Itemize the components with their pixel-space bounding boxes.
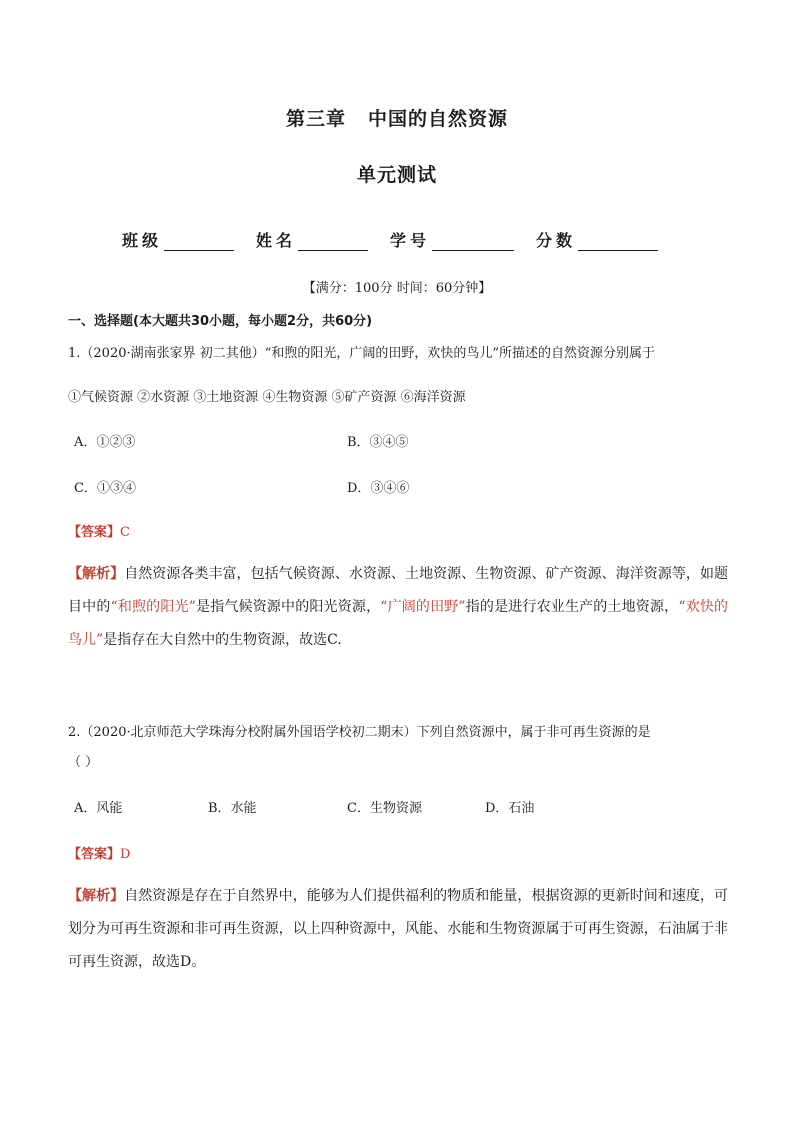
analysis-quote: “和煦的阳光”: [110, 599, 196, 615]
question-2-stem: 2.（2020·北京师范大学珠海分校附属外国语学校初二期末）下列自然资源中，属于非可再生资源的是: [68, 725, 651, 740]
chapter-number: 第三章: [285, 108, 346, 130]
question-1-answer: [68, 521, 130, 540]
class-blank[interactable]: [164, 236, 234, 251]
answer-label: 【答案】: [68, 525, 121, 540]
score-time-note: 【满分：100分 时间：60分钟】: [302, 281, 492, 296]
class-label: 班级: [122, 231, 163, 250]
answer-label: 【答案】: [68, 847, 121, 862]
analysis-quote: “广阔的田野”: [380, 599, 466, 615]
question-1-items: ①气候资源 ②水资源 ③土地资源 ④生物资源 ⑤矿产资源 ⑥海洋资源: [68, 390, 466, 405]
chapter-name: 中国的自然资源: [368, 108, 509, 130]
question-2-option-c[interactable]: C．生物资源: [347, 801, 422, 816]
question-2-option-a[interactable]: A．风能: [74, 801, 123, 816]
analysis-text: 指的是进行农业生产的土地资源，: [465, 599, 679, 615]
question-2-option-b[interactable]: B．水能: [208, 801, 257, 816]
section-heading: 一、选择题(本大题共30小题，每小题2分，共60分): [68, 314, 373, 329]
name-blank[interactable]: [298, 236, 368, 251]
question-2-answer: [68, 843, 130, 862]
answer-value: D: [120, 847, 131, 862]
analysis-label: 【解析】: [68, 888, 125, 904]
question-2-analysis: [68, 880, 728, 979]
question-1-stem: 1.（2020·湖南张家界 初二其他）“和煦的阳光，广阔的田野，欢快的鸟儿”所描述的自然资源分别属于: [68, 346, 656, 361]
analysis-quote: “欢快的鸟儿”: [68, 599, 728, 648]
name-label: 姓名: [256, 231, 297, 250]
id-label: 学号: [390, 231, 431, 250]
analysis-text: 自然资源是存在于自然界中，能够为人们提供福利的物质和能量，根据资源的更新时间和速度，可划分为可再生资源和非可再生资源，以上四种资源中，风能、水能和生物资源属于可再生资源，石油属于非可再生资源，故选D。: [68, 888, 729, 970]
question-1-option-c[interactable]: C．①③④: [74, 481, 136, 496]
analysis-text: 是指存在大自然中的生物资源，故选C.: [103, 632, 342, 648]
student-info-line: [122, 228, 680, 251]
id-blank[interactable]: [432, 236, 514, 251]
analysis-label: 【解析】: [68, 566, 125, 582]
question-1-option-d[interactable]: D．③④⑥: [347, 481, 410, 496]
question-1-analysis: [68, 558, 728, 657]
answer-value: C: [120, 525, 130, 540]
question-1-option-a[interactable]: A．①②③: [74, 435, 136, 450]
page-subtitle: 单元测试: [356, 164, 437, 186]
analysis-text: 自然资源各类丰富，包括气候资源、水资源、土地资源、生物资源、矿产资源、海洋资源等，如题目中的: [68, 566, 729, 615]
question-2-paren: （ ）: [68, 755, 99, 770]
question-2-option-d[interactable]: D．石油: [485, 801, 535, 816]
score-label: 分数: [536, 231, 577, 250]
question-1-option-b[interactable]: B．③④⑤: [347, 435, 409, 450]
analysis-text: 是指气候资源中的阳光资源，: [195, 599, 381, 615]
page-title: [0, 104, 794, 131]
score-blank[interactable]: [578, 236, 658, 251]
